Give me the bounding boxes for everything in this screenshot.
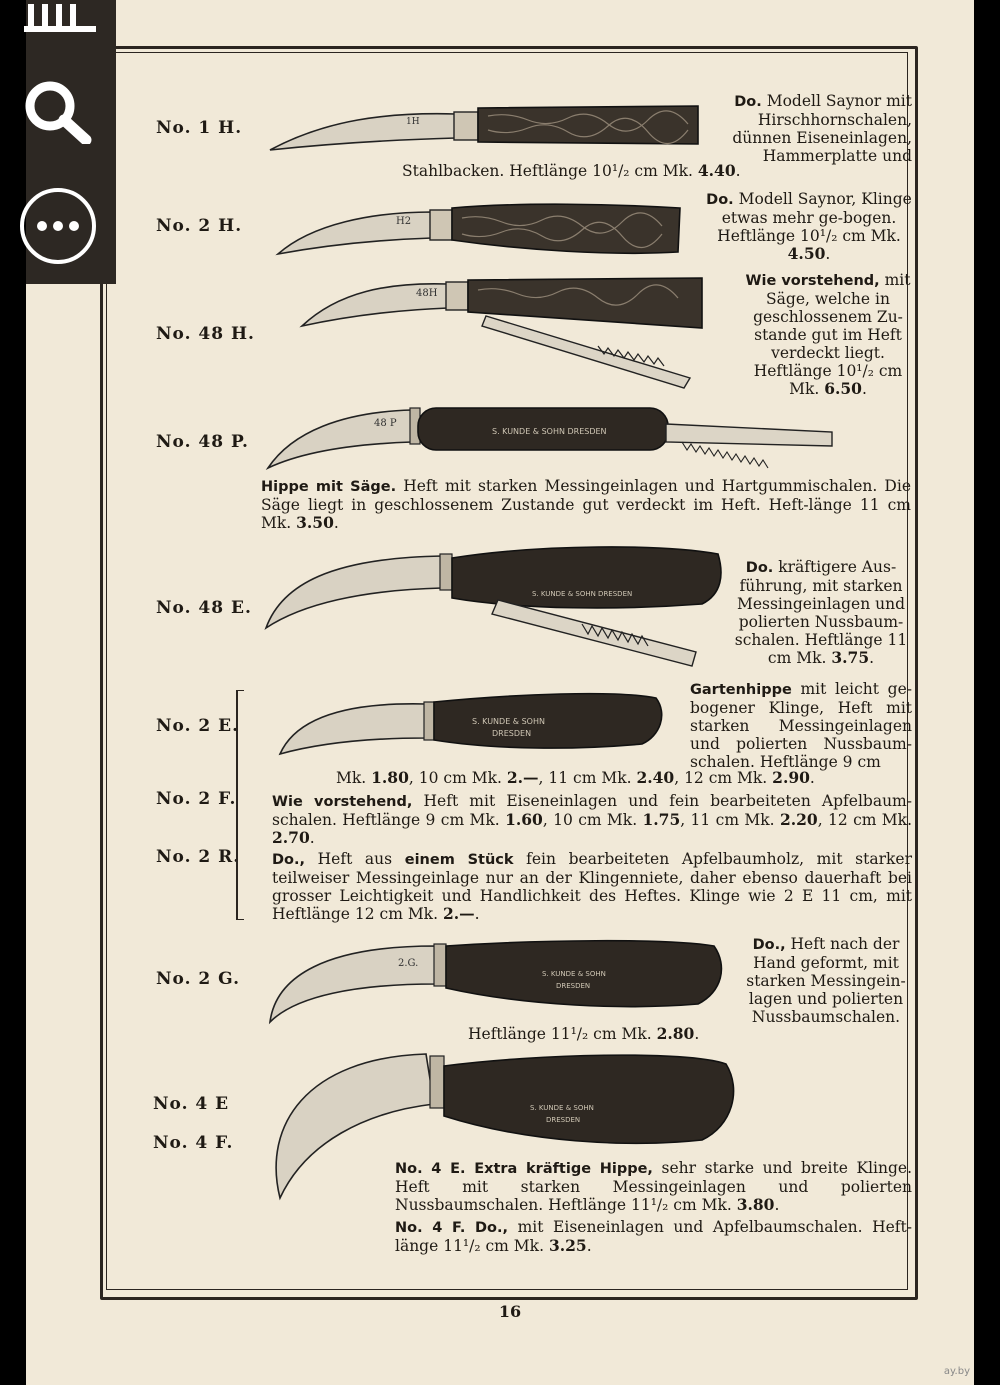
item-label: No. 2 F. <box>156 789 237 809</box>
page-number: 16 <box>498 1302 522 1321</box>
item-label: No. 2 G. <box>156 969 240 989</box>
blade-mark: 48H <box>416 288 438 299</box>
item-label: No. 48 H. <box>156 324 255 344</box>
knife-illustration <box>262 402 842 474</box>
search-icon[interactable] <box>22 78 94 144</box>
item-description: Do., Heft aus einem Stück fein bearbeiteten Apfelbaumholz, mit starker teilweiser Messingeinlage nur an der Klingenniete, daher ebenso dauerhaft bei grosser Leichtigkeit und Handlichkeit des Heftes. Klinge wie 2 E 11 cm, mit Heftlänge 12 cm Mk. 2.—. <box>272 850 912 923</box>
handle-mark: S. KUNDE & SOHN <box>472 717 545 726</box>
item-description: No. 4 E. Extra kräftige Hippe, sehr starke und breite Klinge. Heft mit starken Messingeinlagen und polierten Nussbaumschalen. Heftlänge 11¹/₂ cm Mk. 3.80. <box>395 1159 912 1214</box>
item-description: Mk. 1.80, 10 cm Mk. 2.—, 11 cm Mk. 2.40, 12 cm Mk. 2.90. <box>336 768 815 787</box>
item-description: No. 4 F. Do., mit Eiseneinlagen und Apfelbaumschalen. Heft-länge 11¹/₂ cm Mk. 3.25. <box>395 1218 913 1255</box>
blade-mark: 1H <box>406 117 420 127</box>
blade-mark: H2 <box>396 216 412 227</box>
handle-mark: S. KUNDE & SOHN <box>542 970 606 978</box>
knife-illustration <box>262 544 726 674</box>
item-label: No. 4 E <box>153 1094 230 1114</box>
knife-illustration <box>266 100 706 160</box>
item-label: No. 2 H. <box>156 216 243 236</box>
item-description: Gartenhippe mit leicht ge-bogener Klinge, Heft mit starken Messingeinlagen und polierten Nussbaum-schalen. Heftlänge 9 cm <box>690 680 912 771</box>
item-label: No. 48 P. <box>156 432 249 452</box>
item-description: Hippe mit Säge. Heft mit starken Messingeinlagen und Hartgummischalen. Die Säge liegt in geschlossenem Zustande gut verdeckt im Heft. Heft-länge 11 cm Mk. 3.50. <box>261 477 911 532</box>
item-label: No. 2 R. <box>156 847 241 867</box>
library-icon[interactable] <box>24 0 96 34</box>
item-description: Do. Modell Saynor mit Hirschhornschalen, dünnen Eiseneinlagen, Hammerplatte und <box>732 92 912 165</box>
item-description: Heftlänge 11¹/₂ cm Mk. 2.80. <box>468 1024 700 1043</box>
item-description: Do., Heft nach der Hand geformt, mit starken Messingein-lagen und polierten Nussbaumschalen. <box>746 935 906 1026</box>
handle-mark: DRESDEN <box>546 1116 581 1124</box>
handle-mark: S. KUNDE & SOHN <box>530 1104 594 1112</box>
more-icon[interactable] <box>18 186 98 266</box>
blade-mark: 48 P <box>374 418 397 429</box>
handle-mark: DRESDEN <box>492 729 532 738</box>
item-label: No. 48 E. <box>156 598 252 618</box>
item-label: No. 4 F. <box>153 1133 234 1153</box>
item-label: No. 1 H. <box>156 118 243 138</box>
handle-mark: S. KUNDE & SOHN DRESDEN <box>492 427 607 436</box>
group-brace <box>236 690 244 920</box>
knife-illustration <box>298 272 708 394</box>
knife-illustration <box>266 936 732 1028</box>
knife-illustration <box>272 198 692 262</box>
item-description: Stahlbacken. Heftlänge 10¹/₂ cm Mk. 4.40. <box>402 161 741 180</box>
handle-mark: DRESDEN <box>556 982 591 990</box>
item-description: Wie vorstehend, Heft mit Eiseneinlagen und fein bearbeiteten Apfelbaum-schalen. Heftlänge 9 cm Mk. 1.60, 10 cm Mk. 1.75, 11 cm Mk. 2.20, 12 cm Mk. 2.70. <box>272 792 913 847</box>
blade-mark: 2.G. <box>398 958 419 969</box>
item-description: Do. kräftigere Aus-führung, mit starken Messingeinlagen und polierten Nussbaum-schalen. Heftlänge 11 cm Mk. 3.75. <box>734 558 908 667</box>
item-description: Wie vorstehend, mit Säge, welche in geschlossenem Zu-stande gut im Heft verdeckt liegt. Heftlänge 10¹/₂ cm Mk. 6.50. <box>745 271 911 398</box>
handle-mark: S. KUNDE & SOHN DRESDEN <box>532 590 633 598</box>
knife-illustration <box>276 688 668 760</box>
knife-illustration <box>266 1046 740 1202</box>
item-description: Do. Modell Saynor, Klinge etwas mehr ge-bogen. Heftlänge 10¹/₂ cm Mk. 4.50. <box>706 190 912 263</box>
watermark: ay.by <box>943 1366 970 1377</box>
item-label: No. 2 E. <box>156 716 240 736</box>
